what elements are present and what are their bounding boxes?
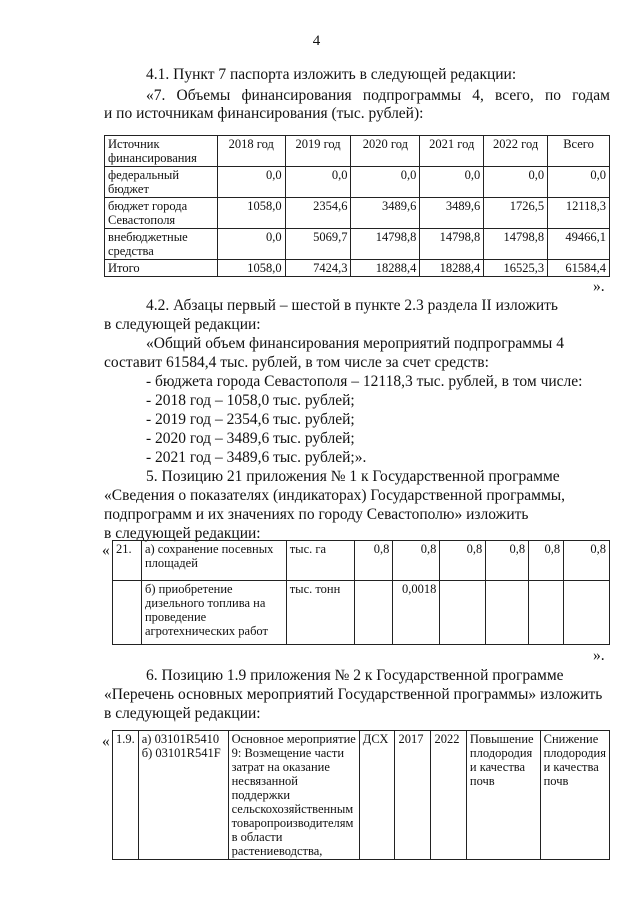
finance-header-source: Источник финансирования — [105, 136, 218, 167]
table-row — [105, 198, 610, 229]
indicator-cell: 0,0018 — [393, 581, 440, 645]
paragraph-4-2-line1: 4.2. Абзацы первый – шестой в пункте 2.3 раздела II изложить — [146, 297, 558, 314]
finance-header-2020: 2020 год — [351, 136, 420, 167]
open-quote: « — [102, 733, 110, 750]
measure-start: 2017 — [395, 731, 431, 860]
list-item: - 2021 год – 3489,6 тыс. рублей;». — [146, 449, 367, 466]
finance-cell: бюджет города Севастополя — [105, 198, 218, 229]
paragraph-6-line1: 6. Позицию 1.9 приложения № 2 к Государственной программе — [146, 667, 564, 684]
indicator-cell: 0,8 — [393, 541, 440, 581]
finance-cell: 0,0 — [484, 167, 548, 198]
paragraph-7-line1 — [104, 86, 610, 105]
finance-cell: 0,0 — [217, 167, 285, 198]
paragraph-6-line3: в следующей редакции: — [104, 705, 261, 722]
list-item: - 2018 год – 1058,0 тыс. рублей; — [146, 392, 355, 409]
finance-cell: 18288,4 — [351, 260, 420, 277]
finance-cell: федеральный бюджет — [105, 167, 218, 198]
indicator-cell: тыс. тонн — [286, 581, 354, 645]
indicator-cell — [529, 581, 564, 645]
finance-cell: 1058,0 — [217, 260, 285, 277]
paragraph-5-line2: «Сведения о показателях (индикаторах) Государственной программы, — [104, 487, 566, 504]
finance-cell: 1058,0 — [217, 198, 285, 229]
indicator-cell — [113, 581, 142, 645]
list-item: - 2019 год – 2354,6 тыс. рублей; — [146, 411, 355, 428]
finance-header-2018: 2018 год — [217, 136, 285, 167]
list-item: - бюджета города Севастополя – 12118,3 тыс. рублей, в том числе: — [146, 373, 583, 390]
measure-result: Повышение плодородия и качества почв — [466, 731, 540, 860]
finance-cell: внебюджетные средства — [105, 229, 218, 260]
close-quote: ». — [593, 278, 605, 295]
quoted-paragraph-line1: «Общий объем финансирования мероприятий подпрограммы 4 — [146, 335, 564, 352]
paragraph-4-1: 4.1. Пункт 7 паспорта изложить в следующей редакции: — [146, 66, 517, 83]
finance-header-2022: 2022 год — [484, 136, 548, 167]
measure-end: 2022 — [431, 731, 466, 860]
paragraph-5-line3: подпрограмм и их значениях по городу Севастополю» изложить — [104, 506, 529, 523]
paragraph-7-line2: и по источникам финансирования (тыс. рублей): — [104, 105, 424, 122]
indicator-cell: тыс. га — [286, 541, 354, 581]
finance-table — [104, 135, 610, 277]
table-row — [113, 731, 610, 860]
finance-cell: 14798,8 — [420, 229, 484, 260]
table-row — [113, 581, 610, 645]
indicator-cell — [486, 581, 529, 645]
finance-header-2021: 2021 год — [420, 136, 484, 167]
indicator-cell: а) сохранение посевных площадей — [141, 541, 286, 581]
finance-cell: 61584,4 — [548, 260, 610, 277]
indicator-cell — [564, 581, 610, 645]
finance-cell: 14798,8 — [351, 229, 420, 260]
indicator-cell: 0,8 — [564, 541, 610, 581]
finance-cell: 0,0 — [285, 167, 351, 198]
close-quote: ». — [593, 647, 605, 664]
finance-cell: 3489,6 — [420, 198, 484, 229]
indicator-cell: 0,8 — [529, 541, 564, 581]
finance-table-header — [105, 136, 610, 167]
open-quote: « — [102, 542, 110, 559]
measure-executor: ДСХ — [359, 731, 395, 860]
finance-cell: 1726,5 — [484, 198, 548, 229]
indicator-cell: 0,8 — [440, 541, 486, 581]
finance-header-2019: 2019 год — [285, 136, 351, 167]
paragraph-5-line1: 5. Позицию 21 приложения № 1 к Государственной программе — [146, 468, 560, 485]
measure-codes: а) 03101R5410 б) 03101R541F — [138, 731, 228, 860]
page-number: 4 — [312, 33, 321, 49]
finance-cell: 12118,3 — [548, 198, 610, 229]
indicator-table — [112, 540, 610, 645]
table-row — [105, 167, 610, 198]
indicator-cell: 21. — [113, 541, 142, 581]
indicator-cell — [354, 581, 393, 645]
indicator-cell — [440, 581, 486, 645]
paragraph-5-line4: в следующей редакции: — [104, 525, 261, 542]
finance-cell: 3489,6 — [351, 198, 420, 229]
finance-cell: 0,0 — [548, 167, 610, 198]
finance-cell: 0,0 — [420, 167, 484, 198]
finance-cell: 0,0 — [217, 229, 285, 260]
indicator-cell: 0,8 — [354, 541, 393, 581]
finance-cell: Итого — [105, 260, 218, 277]
measure-name: Основное мероприятие 9: Возмещение части затрат на оказание несвязанной поддержки сельскохозяйственным товаропроизводителям в области растениеводства, — [228, 731, 359, 860]
quoted-paragraph-line2: составит 61584,4 тыс. рублей, в том числе за счет средств: — [104, 354, 489, 371]
paragraph-6-line2: «Перечень основных мероприятий Государственной программы» изложить — [104, 686, 603, 703]
table-row — [113, 541, 610, 581]
indicator-cell: 0,8 — [486, 541, 529, 581]
finance-cell: 0,0 — [351, 167, 420, 198]
table-row — [105, 260, 610, 277]
finance-header-total: Всего — [548, 136, 610, 167]
paragraph-7-text: «7. Объемы финансирования подпрограммы 4, всего, по годам — [146, 87, 610, 104]
finance-cell: 5069,7 — [285, 229, 351, 260]
finance-cell: 14798,8 — [484, 229, 548, 260]
list-item: - 2020 год – 3489,6 тыс. рублей; — [146, 430, 355, 447]
finance-cell: 49466,1 — [548, 229, 610, 260]
measures-table — [112, 730, 610, 860]
table-row — [105, 229, 610, 260]
measure-num: 1.9. — [113, 731, 139, 860]
finance-cell: 18288,4 — [420, 260, 484, 277]
finance-cell: 16525,3 — [484, 260, 548, 277]
paragraph-4-2-line2: в следующей редакции: — [104, 316, 261, 333]
finance-cell: 2354,6 — [285, 198, 351, 229]
finance-cell: 7424,3 — [285, 260, 351, 277]
indicator-cell: б) приобретение дизельного топлива на проведение агротехнических работ — [141, 581, 286, 645]
measure-effect: Снижение плодородия и качества почв — [540, 731, 609, 860]
